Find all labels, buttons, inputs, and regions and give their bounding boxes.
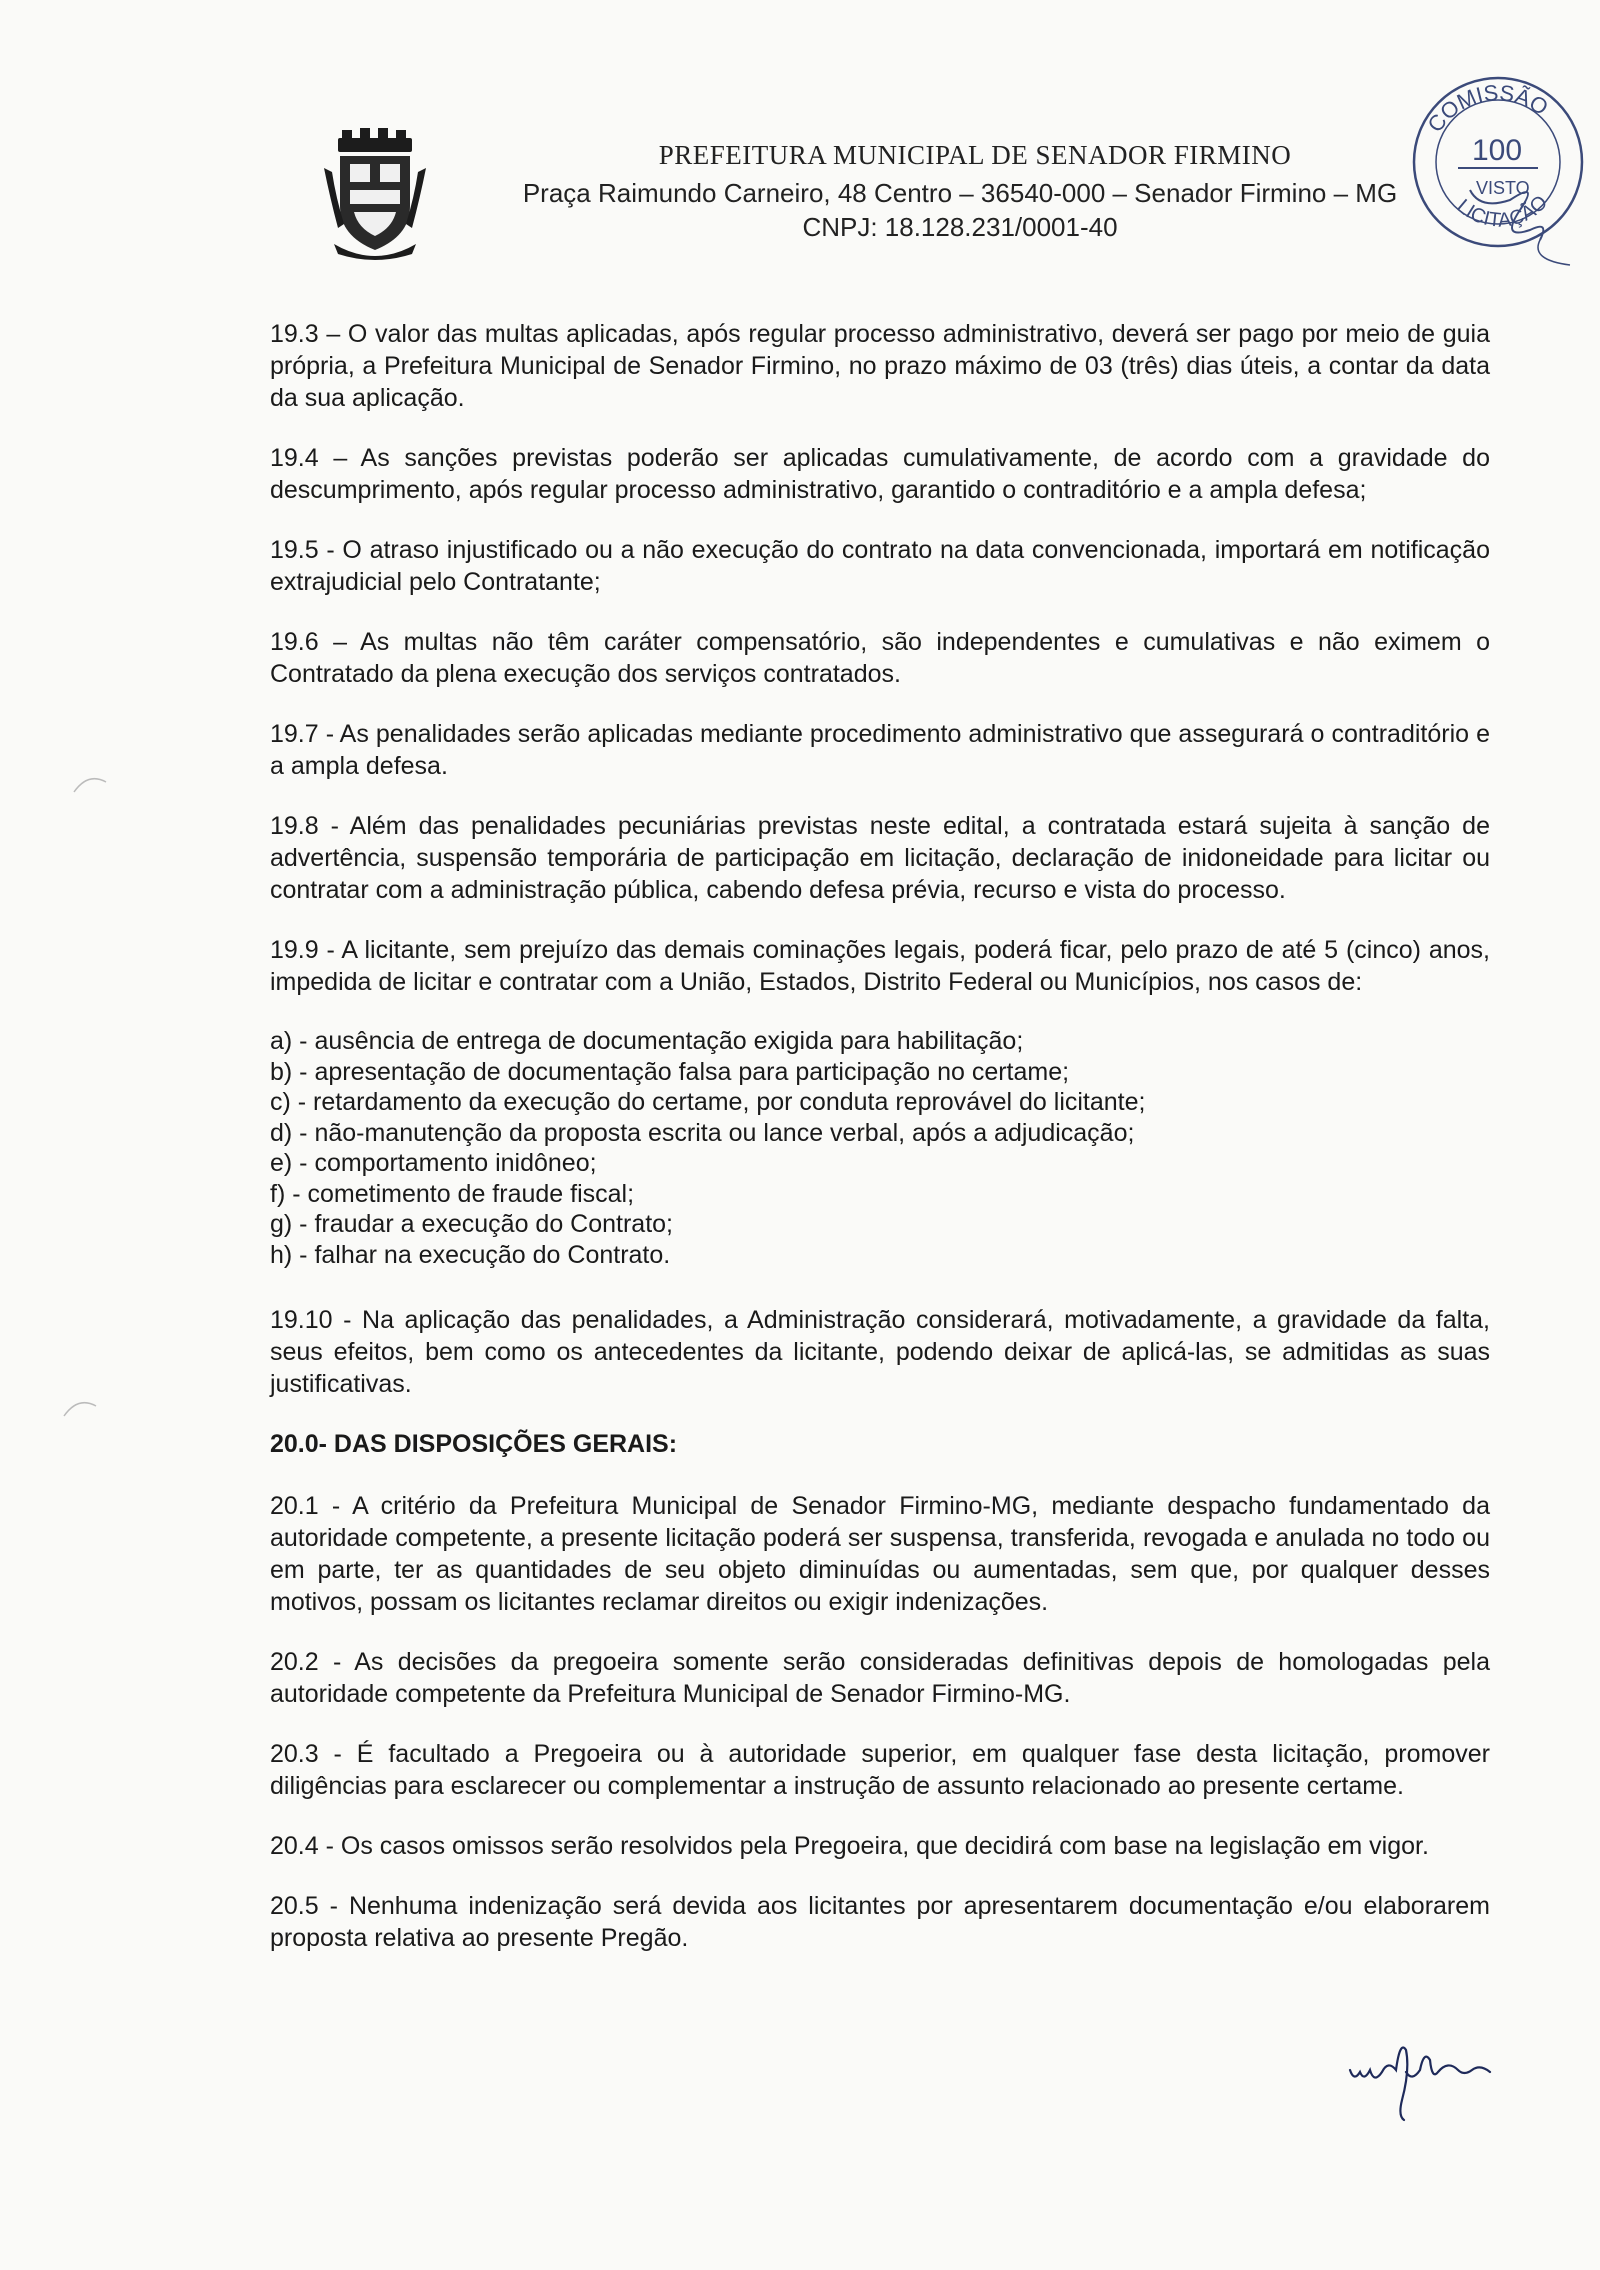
punch-mark-icon [70, 768, 110, 798]
list-item: d) - não-manutenção da proposta escrita ou lance verbal, após a adjudicação; [270, 1118, 1135, 1147]
paragraph-19-10: 19.10 - Na aplicação das penalidades, a Administração considerará, motivadamente, a gravidade da falta, seus efeitos, bem como os antecedentes da licitante, podendo deixar de aplicá-las, se admitidas as suas justificativas. [270, 1306, 1490, 1398]
list-19-9 [270, 1026, 1490, 1270]
paragraph-19-9: 19.9 - A licitante, sem prejuízo das demais cominações legais, poderá ficar, pelo prazo de até 5 (cinco) anos, impedida de licitar e contratar com a União, Estados, Distrito Federal ou Municípios, nos casos de: [270, 936, 1490, 996]
paragraph-20-4: 20.4 - Os casos omissos serão resolvidos pela Pregoeira, que decidirá com base na legislação em vigor. [270, 1832, 1429, 1860]
header-title: PREFEITURA MUNICIPAL DE SENADOR FIRMINO [658, 140, 1292, 170]
list-item: f) - cometimento de fraude fiscal; [270, 1179, 635, 1208]
paragraph-19-6: 19.6 – As multas não têm caráter compensatório, são independentes e cumulativas e não eximem o Contratado da plena execução dos serviços contratados. [270, 628, 1490, 688]
list-item: a) - ausência de entrega de documentação exigida para habilitação; [270, 1027, 1024, 1055]
paragraph-19-7: 19.7 - As penalidades serão aplicadas mediante procedimento administrativo que assegurará o contraditório e a ampla defesa. [270, 720, 1490, 780]
commission-stamp-icon [1400, 60, 1590, 280]
paragraph-20-1: 20.1 - A critério da Prefeitura Municipal de Senador Firmino-MG, mediante despacho fundamentado da autoridade competente, a presente licitação poderá ser suspensa, transferida, revogada e anulada no todo ou em parte, ter as quantidades de seu objeto diminuídas ou aumentadas, sem que, por qualquer desses motivos, possam os licitantes reclamar direitos ou exigir indenizações. [270, 1492, 1490, 1616]
section-heading-20: 20.0- DAS DISPOSIÇÕES GERAIS: [270, 1430, 678, 1458]
stamp-bottom-text: LICITAÇÃO [1452, 191, 1553, 232]
stamp-number: 100 [1472, 134, 1523, 167]
handwritten-signature-icon [1340, 2030, 1520, 2130]
paragraph-19-5: 19.5 - O atraso injustificado ou a não execução do contrato na data convencionada, importará em notificação extrajudicial pelo Contratante; [270, 536, 1490, 596]
list-item: h) - falhar na execução do Contrato. [270, 1240, 671, 1269]
punch-mark-icon [60, 1392, 100, 1422]
paragraph-20-5: 20.5 - Nenhuma indenização será devida aos licitantes por apresentarem documentação e/ou elaborarem proposta relativa ao presente Pregão. [270, 1892, 1490, 1952]
header-cnpj: CNPJ: 18.128.231/0001-40 [802, 212, 1118, 242]
municipal-crest-icon [320, 128, 430, 266]
paragraph-19-8: 19.8 - Além das penalidades pecuniárias previstas neste edital, a contratada estará sujeita à sanção de advertência, suspensão temporária de participação em licitação, declaração de inidoneidade para licitar ou contratar com a administração pública, cabendo defesa prévia, recurso e vista do processo. [270, 812, 1490, 904]
list-item: g) - fraudar a execução do Contrato; [270, 1210, 674, 1238]
paragraph-19-4: 19.4 – As sanções previstas poderão ser aplicadas cumulativamente, de acordo com a gravidade do descumprimento, após regular processo administrativo, garantido o contraditório e a ampla defesa; [270, 444, 1490, 504]
list-item: b) - apresentação de documentação falsa para participação no certame; [270, 1057, 1070, 1086]
paragraph-20-3: 20.3 - É facultado a Pregoeira ou à autoridade superior, em qualquer fase desta licitação, promover diligências para esclarecer ou complementar a instrução de assunto relacionado ao presente certame. [270, 1740, 1490, 1800]
list-item: c) - retardamento da execução do certame, por conduta reprovável do licitante; [270, 1088, 1146, 1116]
list-item: e) - comportamento inidôneo; [270, 1149, 597, 1177]
stamp-mid-text: VISTO [1476, 178, 1530, 198]
header-address: Praça Raimundo Carneiro, 48 Centro – 36540-000 – Senador Firmino – MG [522, 178, 1398, 208]
paragraph-19-3: 19.3 – O valor das multas aplicadas, após regular processo administrativo, deverá ser pago por meio de guia própria, a Prefeitura Municipal de Senador Firmino, no prazo máximo de 03 (três) dias úteis, a contar da data da sua aplicação. [270, 320, 1490, 412]
document-body [270, 318, 1490, 1982]
paragraph-20-2: 20.2 - As decisões da pregoeira somente serão consideradas definitivas depois de homologadas pela autoridade competente da Prefeitura Municipal de Senador Firmino-MG. [270, 1648, 1490, 1708]
svg-text:COMISSÃO [1422, 80, 1552, 137]
stamp-top-text: COMISSÃO [1422, 79, 1553, 137]
